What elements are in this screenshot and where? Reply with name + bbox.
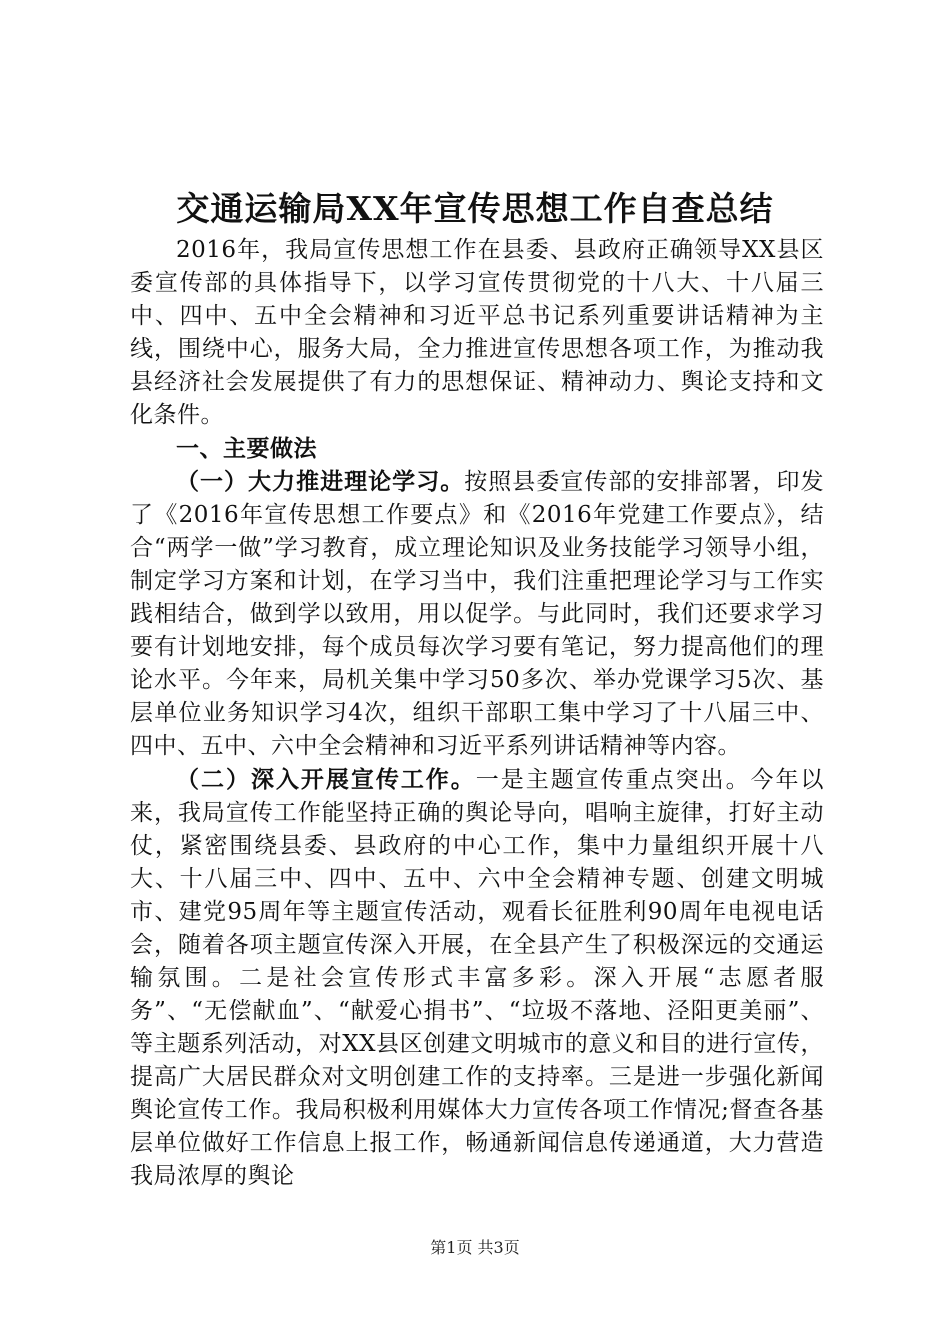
item1-paragraph — [130, 465, 824, 763]
section-heading: 一、主要做法 — [176, 435, 317, 462]
item2-lead: （二）深入开展宣传工作。 — [176, 766, 476, 793]
intro-paragraph: 2016年，我局宣传思想工作在县委、县政府正确领导XX县区委宣传部的具体指导下，以学习宣传贯彻党的十八大、十八届三中、四中、五中全会精神和习近平总书记系列重要讲话精神为主线，围绕中心，服务大局，全力推进宣传思想各项工作，为推动我县经济社会发展提供了有力的思想保证、精神动力、舆论支持和文化条件。 — [130, 237, 824, 428]
item2-text: 一是主题宣传重点突出。今年以来，我局宣传工作能坚持正确的舆论导向，唱响主旋律，打好主动仗，紧密围绕县委、县政府的中心工作，集中力量组织开展十八大、十八届三中、四中、五中、六中全会精神专题、创建文明城市、建党95周年等主题宣传活动，观看长征胜利90周年电视电话会，随着各项主题宣传深入开展，在全县产生了积极深远的交通运输氛围。二是社会宣传形式丰富多彩。深入开展“志愿者服务”、“无偿献血”、“献爱心捐书”、“垃圾不落地、泾阳更美丽”、等主题系列活动，对XX县区创建文明城市的意义和目的进行宣传，提高广大居民群众对文明创建工作的支持率。三是进一步强化新闻舆论宣传工作。我局积极利用媒体大力宣传各项工作情况;督查各基层单位做好工作信息上报工作，畅通新闻信息传递通道，大力营造我局浓厚的舆论 — [130, 767, 825, 1189]
item1-text: 按照县委宣传部的安排部署，印发了《2016年宣传思想工作要点》和《2016年党建工作要点》，结合“两学一做”学习教育，成立理论知识及业务技能学习领导小组，制定学习方案和计划，在学习当中，我们注重把理论学习与工作实践相结合，做到学以致用，用以促学。与此同时，我们还要求学习要有计划地安排，每个成员每次学习要有笔记，努力提高他们的理论水平。今年来，局机关集中学习50多次、举办党课学习5次、基层单位业务知识学习4次，组织干部职工集中学习了十八届三中、四中、五中、六中全会精神和习近平系列讲话精神等内容。 — [130, 469, 825, 759]
item1-lead: （一）大力推进理论学习。 — [176, 468, 465, 495]
item2-paragraph — [130, 763, 824, 1193]
page-number: 第1页 共3页 — [430, 1238, 520, 1257]
document-title: 交通运输局XX年宣传思想工作自查总结 — [176, 189, 774, 228]
document-body — [130, 234, 824, 1193]
